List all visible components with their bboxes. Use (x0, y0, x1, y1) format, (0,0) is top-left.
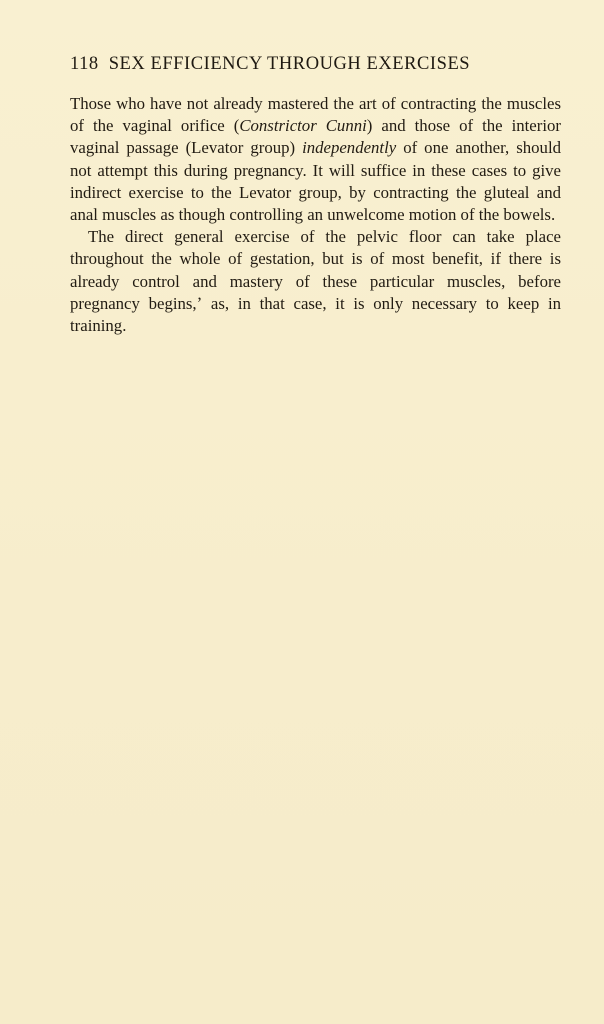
body-text (70, 93, 561, 337)
running-title: SEX EFFICIENCY THROUGH EXERCISES (108, 54, 471, 74)
italic-term: independently (302, 138, 397, 158)
paragraph (70, 226, 561, 337)
text-run: Those who have not already mastered the art of contracting the muscles of the vaginal orifice ( (70, 94, 561, 136)
text-run: The direct general exercise of the pelvic floor can take place throughout the whole of gestation, but is of most benefit, if there is already control and mastery of these particular muscles, before pregnancy begins,ʼ as, in that case, it is only necessary to keep in training. (70, 227, 561, 336)
page-number: 118 (70, 54, 99, 74)
running-head (70, 54, 540, 75)
paragraph (70, 93, 561, 226)
text-run: of one another, should not attempt this during pregnancy. It will suffice in these cases to give indirect exercise to the Levator group, by contracting the gluteal and anal muscles as though controlling an unwelcome motion of the bowels. (70, 138, 561, 225)
text-run: ) and those of the interior vaginal passage (Levator group) (70, 116, 561, 158)
italic-term: Constrictor Cunni (239, 116, 367, 136)
